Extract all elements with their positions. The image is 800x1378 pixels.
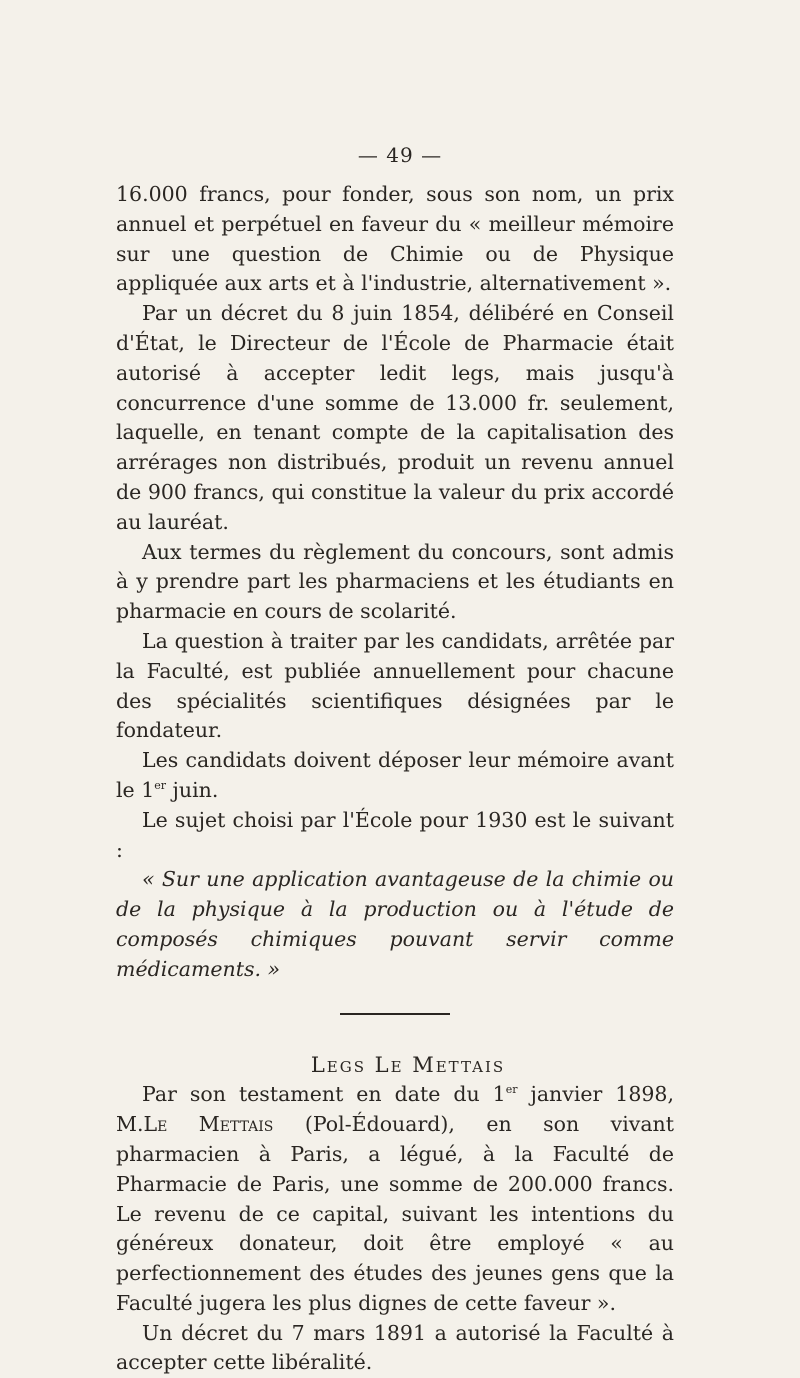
paragraph-legs [116, 1080, 674, 1318]
deadline-month: juin. [166, 777, 219, 802]
section-divider [340, 1013, 450, 1015]
deadline-text: Les candidats doivent déposer leur mémoire avant le 1 [116, 748, 674, 802]
paragraph-subject-intro: Le sujet choisi par l'École pour 1930 est le suivant : [116, 807, 674, 862]
paragraph: Aux termes du règlement du concours, sont admis à y prendre part les pharmaciens et les étudiants en pharmacie en cours de scolarité. [116, 539, 674, 624]
section-heading: Legs Le Mettais [310, 1052, 506, 1077]
paragraph: La question à traiter par les candidats, arrêtée par la Faculté, est publiée annuellement pour chacune des spécialités scientifiques désignées par le fondateur. [116, 628, 674, 743]
body-text [116, 180, 674, 1378]
paragraph: 16.000 francs, pour fonder, sous son nom, un prix annuel et perpétuel en faveur du « meilleur mémoire sur une question de Chimie ou de Physique appliquée aux arts et à l'industrie, alternativement ». [116, 182, 674, 296]
legs-text-c: (Pol-Édouard), en son vivant pharmacien à Paris, a légué, à la Faculté de Pharmacie de Paris, une somme de 200.000 francs. Le revenu de ce capital, suivant les intentions du généreux donateur, doit être employé « au perfectionnement des études des jeunes gens que la Faculté jugera les plus dignes de cette faveur ». [116, 1112, 674, 1315]
donor-name: Le Mettais [143, 1112, 274, 1137]
paragraph-deadline [116, 746, 674, 806]
ordinal-suffix: er [154, 779, 167, 793]
page-number: — 49 — [357, 143, 443, 167]
legs-text-a: Par son testament en date du 1 [142, 1082, 506, 1107]
subject-quote: « Sur une application avantageuse de la chimie ou de la physique à la production ou à l'étude de composés chimiques pouvant servir comme médicaments. » [116, 867, 674, 981]
legs-text-b: janvier 1898, M. [116, 1082, 674, 1137]
ordinal-suffix: er [505, 1083, 518, 1097]
paragraph-decree: Un décret du 7 mars 1891 a autorisé la Faculté à accepter cette libéralité. [116, 1320, 674, 1375]
paragraph: Par un décret du 8 juin 1854, délibéré en Conseil d'État, le Directeur de l'École de Pharmacie était autorisé à accepter ledit legs, mais jusqu'à concurrence d'une somme de 13.000 fr. seulement, laquelle, en tenant compte de la capitalisation des arrérages non distribués, produit un revenu annuel de 900 francs, qui constitue la valeur du prix accordé au lauréat. [116, 301, 674, 534]
